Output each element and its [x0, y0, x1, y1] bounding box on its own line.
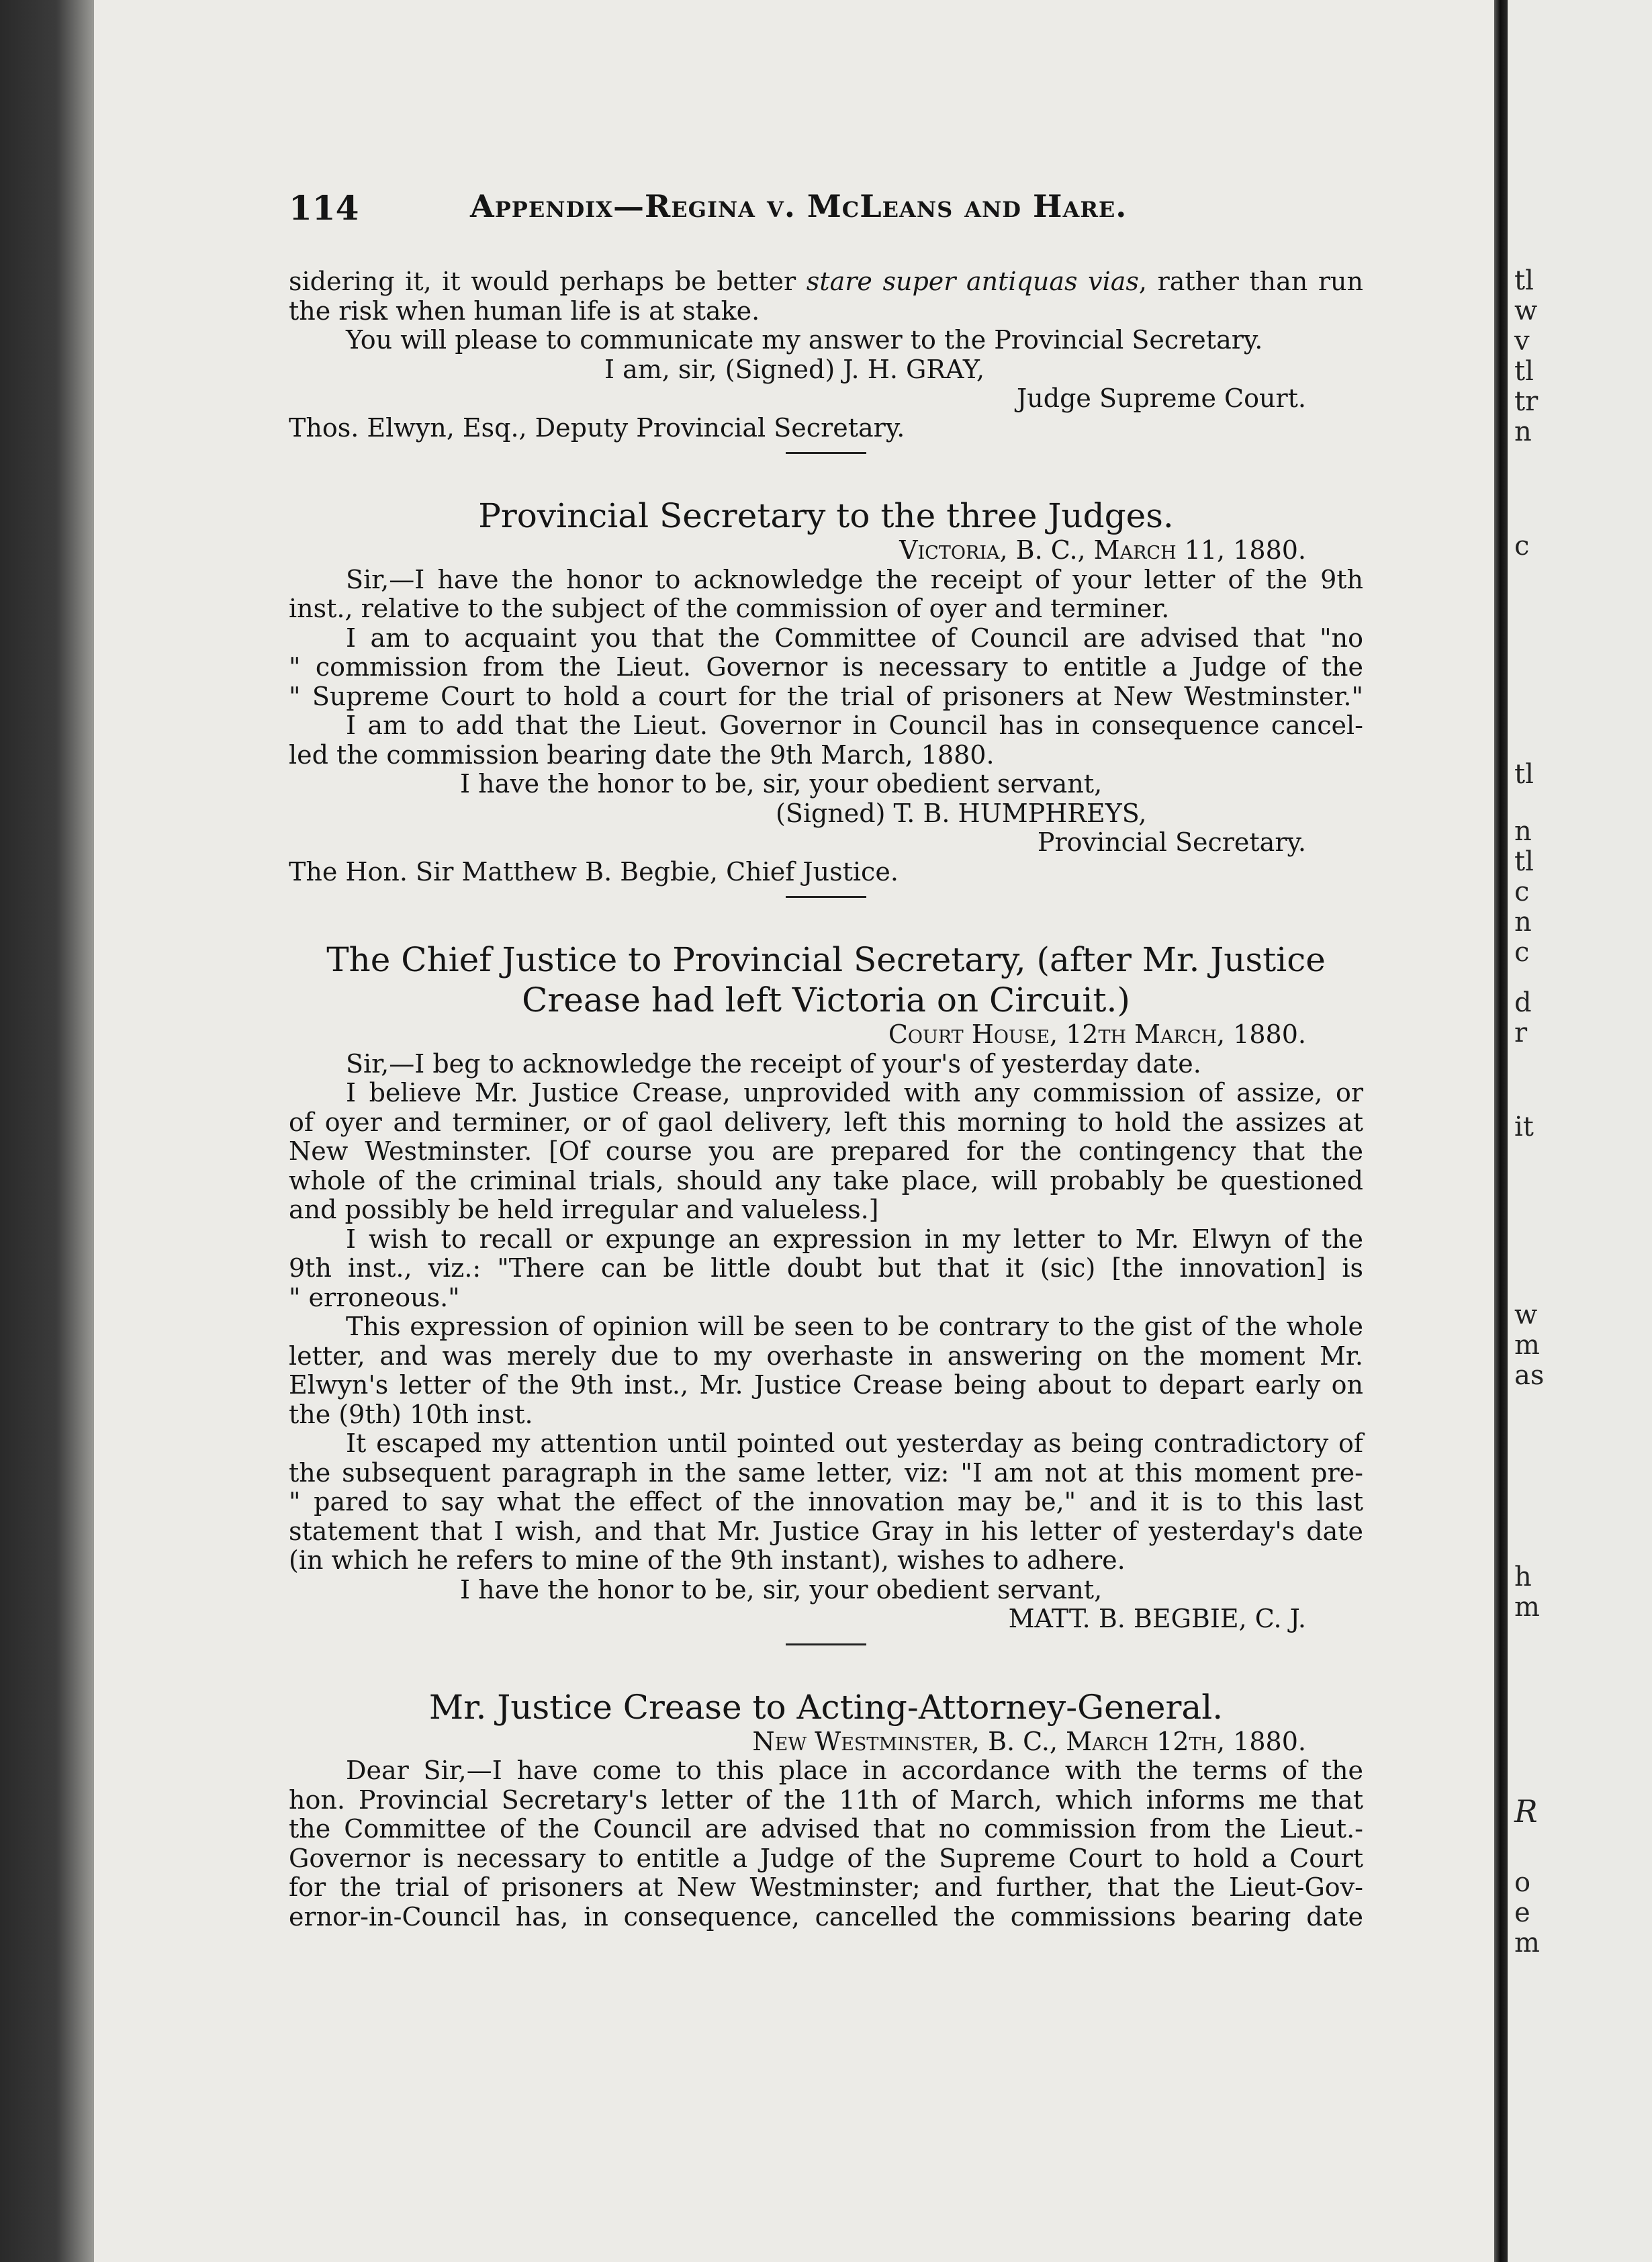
adjacent-fragment: d: [1514, 987, 1532, 1018]
page-body: [289, 267, 1363, 1932]
letter-justice-crease: [289, 1687, 1363, 1932]
text-line: whole of the criminal trials, should any take place, will probably be questioned: [289, 1165, 1363, 1195]
text-line: I wish to recall or expunge an expression in my letter to Mr. Elwyn of the: [346, 1224, 1363, 1254]
scan-left-edge: [0, 0, 94, 2262]
adjacent-fragment: tl: [1514, 846, 1534, 877]
signature-line: (Signed) T. B. HUMPHREYS,: [776, 798, 1147, 828]
adjacent-fragment: r: [1514, 1017, 1528, 1048]
text-line: Sir,—I beg to acknowledge the receipt of your's of yesterday date.: [346, 1048, 1201, 1079]
text-line: statement that I wish, and that Mr. Justice Gray in his letter of yesterday's date: [289, 1516, 1363, 1546]
signature-line: I am, sir, (Signed) J. H. GRAY,: [604, 354, 985, 384]
text-line: New Westminster. [Of course you are prepared for the contingency that the: [289, 1136, 1363, 1166]
adjacent-fragment: tl: [1514, 759, 1534, 790]
letter-heading: Provincial Secretary to the three Judges.: [478, 496, 1174, 535]
dateline: Victoria, B. C., March 11, 1880.: [899, 535, 1306, 565]
adjacent-fragment: as: [1514, 1360, 1545, 1391]
adjacent-fragment: e: [1514, 1897, 1530, 1928]
adjacent-fragment: v: [1514, 326, 1530, 357]
adjacent-fragment: c: [1514, 937, 1530, 968]
text-line: Sir,—I have the honor to acknowledge the receipt of your letter of the 9th: [346, 564, 1363, 594]
adjacent-fragment: c: [1514, 531, 1530, 561]
text-line: sidering it, it would perhaps be better stare super antiquas vias, rather than run: [289, 267, 1363, 296]
page-number: 114: [289, 188, 359, 228]
adjacent-fragment: tl: [1514, 265, 1534, 296]
adjacent-fragment: w: [1514, 296, 1538, 326]
text-line: I believe Mr. Justice Crease, unprovided with any commission of assize, or: [346, 1078, 1363, 1107]
letter-provincial-secretary: [289, 496, 1363, 898]
letter-heading: The Chief Justice to Provincial Secretary, (after Mr. Justice: [326, 940, 1326, 979]
text-line: It escaped my attention until pointed out yesterday as being contradictory of: [346, 1429, 1363, 1458]
adjacent-fragment: tl: [1514, 356, 1534, 387]
adjacent-fragment: m: [1514, 1928, 1540, 1958]
dateline: Court House, 12th March, 1880.: [888, 1020, 1306, 1049]
text-line: 9th inst., viz.: "There can be little doubt but that it (sic) [the innovation] is: [289, 1253, 1363, 1283]
text-line: led the commission bearing date the 9th March, 1880.: [289, 739, 995, 770]
text-line: " erroneous.": [289, 1282, 460, 1312]
text-line: the risk when human life is at stake.: [289, 296, 760, 326]
closing-line: I have the honor to be, sir, your obedient servant,: [460, 1574, 1103, 1604]
text-line: Dear Sir,—I have come to this place in accordance with the terms of the: [346, 1756, 1363, 1785]
text-line: inst., relative to the subject of the commission of oyer and terminer.: [289, 594, 1170, 623]
addressee: Thos. Elwyn, Esq., Deputy Provincial Secretary.: [289, 412, 905, 443]
text-line: (in which he refers to mine of the 9th instant), wishes to adhere.: [289, 1545, 1126, 1575]
closing-line: I have the honor to be, sir, your obedient servant,: [460, 769, 1103, 799]
text-line: " Supreme Court to hold a court for the trial of prisoners at New Westminster.": [289, 681, 1363, 711]
text-line: letter, and was merely due to my overhaste in answering on the moment Mr.: [289, 1341, 1363, 1371]
adjacent-fragment: n: [1514, 416, 1532, 447]
adjacent-fragment: R: [1514, 1793, 1538, 1829]
text-line: and possibly be held irregular and valueless.]: [289, 1195, 879, 1224]
letter-heading: Mr. Justice Crease to Acting-Attorney-General.: [428, 1687, 1224, 1727]
text-line: for the trial of prisoners at New Westminster; and further, that the Lieut-Gov-: [289, 1872, 1363, 1902]
text-line: You will please to communicate my answer to the Provincial Secretary.: [346, 325, 1263, 355]
text-line: the subsequent paragraph in the same letter, viz: "I am not at this moment pre-: [289, 1457, 1363, 1488]
adjacent-fragment: h: [1514, 1562, 1532, 1592]
adjacent-fragment: m: [1514, 1592, 1540, 1623]
text-line: I am to add that the Lieut. Governor in Council has in consequence cancel-: [346, 711, 1363, 740]
letter-heading: Crease had left Victoria on Circuit.): [522, 981, 1130, 1020]
signature-line: MATT. B. BEGBIE, C. J.: [1008, 1604, 1306, 1633]
adjacent-fragment: n: [1514, 816, 1532, 847]
adjacent-fragment: n: [1514, 907, 1532, 938]
text-line: hon. Provincial Secretary's letter of the 11th of March, which informs me that: [289, 1784, 1363, 1815]
addressee: The Hon. Sir Matthew B. Begbie, Chief Justice.: [289, 856, 899, 887]
dateline: New Westminster, B. C., March 12th, 1880.: [752, 1726, 1306, 1756]
page-gutter: [1494, 0, 1508, 2262]
adjacent-fragment: w: [1514, 1300, 1538, 1330]
text-line: the (9th) 10th inst.: [289, 1399, 533, 1429]
text-line: I am to acquaint you that the Committee of Council are advised that "no: [346, 623, 1363, 653]
adjacent-fragment: tr: [1514, 386, 1539, 417]
text-line: " pared to say what the effect of the innovation may be," and it is to this last: [289, 1487, 1363, 1517]
text-line: Governor is necessary to entitle a Judge of the Supreme Court to hold a Court: [289, 1843, 1363, 1873]
letter-chief-justice: [289, 940, 1363, 1645]
adjacent-fragment: it: [1514, 1112, 1534, 1142]
running-title: Appendix—Regina v. McLeans and Hare.: [470, 188, 1128, 224]
text-line: " commission from the Lieut. Governor is necessary to entitle a Judge of the: [289, 652, 1363, 682]
adjacent-fragment: o: [1514, 1867, 1531, 1898]
page-header: [289, 188, 1363, 228]
text-line: Elwyn's letter of the 9th inst., Mr. Justice Crease being about to depart early on: [289, 1370, 1363, 1400]
signature-title: Provincial Secretary.: [1037, 827, 1306, 857]
text-line: This expression of opinion will be seen to be contrary to the gist of the whole: [346, 1312, 1363, 1341]
adjacent-fragment: m: [1514, 1330, 1540, 1361]
letter-gray-closing: [289, 267, 1363, 454]
text-line: the Committee of the Council are advised that no commission from the Lieut.-: [289, 1814, 1363, 1844]
adjacent-page: [1508, 0, 1652, 2262]
signature-title: Judge Supreme Court.: [1017, 383, 1306, 413]
text-line: of oyer and terminer, or of gaol delivery, left this morning to hold the assizes at: [289, 1107, 1363, 1137]
adjacent-fragment: c: [1514, 876, 1530, 907]
text-line: ernor-in-Council has, in consequence, cancelled the commissions bearing date: [289, 1901, 1363, 1932]
